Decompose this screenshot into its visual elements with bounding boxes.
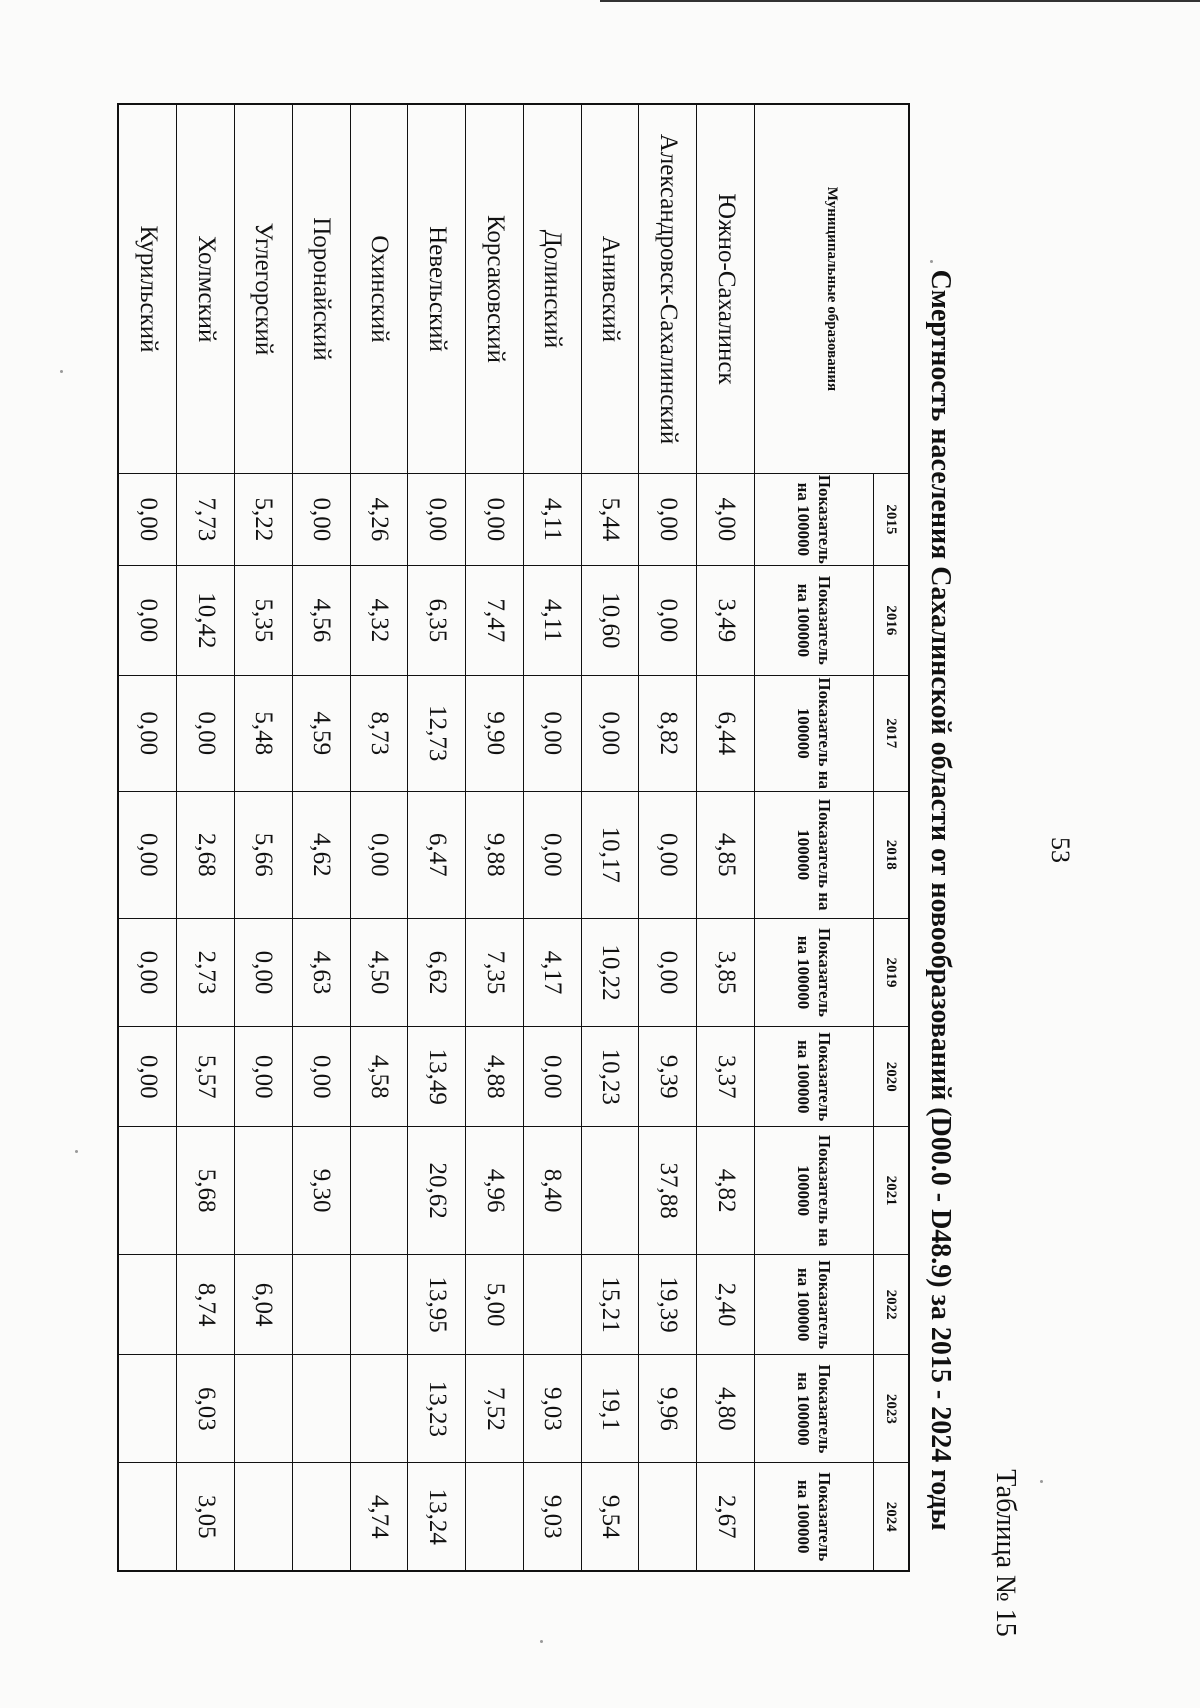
mortality-table-container	[117, 103, 910, 1572]
year-header-cell: 2016	[874, 565, 910, 675]
year-header-cell: 2024	[874, 1463, 910, 1571]
value-cell: 0,00	[639, 791, 697, 918]
value-cell: 9,88	[466, 791, 524, 918]
value-cell: 7,52	[466, 1355, 524, 1463]
table-row	[466, 104, 524, 1571]
value-cell: 4,82	[697, 1127, 755, 1254]
value-cell: 9,03	[523, 1355, 581, 1463]
value-cell	[292, 1355, 350, 1463]
value-cell: 13,49	[408, 1026, 466, 1126]
table-number: Таблица № 15	[990, 1469, 1021, 1637]
value-cell: 0,00	[639, 918, 697, 1026]
municipality-name-cell: Холмский	[177, 104, 235, 473]
value-cell: 9,03	[523, 1463, 581, 1571]
indicator-header-cell: Показатель на 100000	[755, 791, 874, 918]
value-cell: 0,00	[292, 473, 350, 565]
value-cell: 4,74	[350, 1463, 408, 1571]
value-cell: 15,21	[581, 1254, 639, 1354]
value-cell: 0,00	[639, 565, 697, 675]
value-cell	[235, 1127, 293, 1254]
value-cell: 0,00	[118, 675, 177, 791]
table-row	[697, 104, 755, 1571]
table-row	[523, 104, 581, 1571]
value-cell	[118, 1355, 177, 1463]
value-cell: 5,22	[235, 473, 293, 565]
value-cell: 0,00	[523, 675, 581, 791]
document-title: Смертность населения Сахалинской области от новообразований (D00.0 - D48.9) за 2015 - 2024 годы	[925, 269, 956, 1531]
table-row	[350, 104, 408, 1571]
municipality-name-cell: Поронайский	[292, 104, 350, 473]
value-cell	[523, 1254, 581, 1354]
scan-speck	[540, 1640, 543, 1643]
value-cell: 9,90	[466, 675, 524, 791]
value-cell: 4,96	[466, 1127, 524, 1254]
value-cell: 5,68	[177, 1127, 235, 1254]
value-cell: 10,42	[177, 565, 235, 675]
value-cell	[466, 1463, 524, 1571]
value-cell: 9,54	[581, 1463, 639, 1571]
value-cell: 0,00	[523, 791, 581, 918]
value-cell: 4,85	[697, 791, 755, 918]
value-cell: 5,66	[235, 791, 293, 918]
value-cell: 0,00	[292, 1026, 350, 1126]
value-cell: 0,00	[177, 675, 235, 791]
value-cell: 4,58	[350, 1026, 408, 1126]
table-row	[177, 104, 235, 1571]
value-cell: 3,37	[697, 1026, 755, 1126]
value-cell	[292, 1254, 350, 1354]
value-cell: 4,88	[466, 1026, 524, 1126]
value-cell: 5,44	[581, 473, 639, 565]
value-cell: 8,73	[350, 675, 408, 791]
value-cell: 0,00	[408, 473, 466, 565]
value-cell: 7,47	[466, 565, 524, 675]
indicator-header-cell: Показатель на 100000	[755, 1026, 874, 1126]
value-cell: 10,22	[581, 918, 639, 1026]
value-cell: 5,57	[177, 1026, 235, 1126]
value-cell: 0,00	[235, 1026, 293, 1126]
table-row	[235, 104, 293, 1571]
value-cell	[350, 1355, 408, 1463]
value-cell: 6,44	[697, 675, 755, 791]
value-cell: 7,35	[466, 918, 524, 1026]
municipality-name-cell: Долинский	[523, 104, 581, 473]
value-cell: 4,32	[350, 565, 408, 675]
table-row	[292, 104, 350, 1571]
value-cell: 6,35	[408, 565, 466, 675]
value-cell: 5,00	[466, 1254, 524, 1354]
value-cell: 4,63	[292, 918, 350, 1026]
value-cell: 3,49	[697, 565, 755, 675]
value-cell: 0,00	[118, 473, 177, 565]
municipality-name-cell: Южно-Сахалинск	[697, 104, 755, 473]
municipality-name-cell: Анивский	[581, 104, 639, 473]
value-cell: 10,17	[581, 791, 639, 918]
value-cell: 9,96	[639, 1355, 697, 1463]
indicator-header-cell: Показатель на 100000	[755, 1463, 874, 1571]
value-cell: 12,73	[408, 675, 466, 791]
value-cell: 3,05	[177, 1463, 235, 1571]
value-cell: 10,60	[581, 565, 639, 675]
scan-speck	[930, 260, 933, 263]
year-header-cell: 2017	[874, 675, 910, 791]
value-cell: 0,00	[118, 918, 177, 1026]
value-cell	[350, 1254, 408, 1354]
value-cell: 19,1	[581, 1355, 639, 1463]
value-cell: 5,35	[235, 565, 293, 675]
municipality-name-cell: Углегорский	[235, 104, 293, 473]
value-cell: 8,82	[639, 675, 697, 791]
value-cell	[235, 1355, 293, 1463]
value-cell: 13,95	[408, 1254, 466, 1354]
value-cell: 7,73	[177, 473, 235, 565]
scan-speck	[1040, 1480, 1043, 1483]
value-cell: 9,39	[639, 1026, 697, 1126]
value-cell: 4,17	[523, 918, 581, 1026]
value-cell: 0,00	[118, 1026, 177, 1126]
value-cell	[639, 1463, 697, 1571]
value-cell: 0,00	[350, 791, 408, 918]
value-cell: 3,85	[697, 918, 755, 1026]
value-cell: 4,11	[523, 473, 581, 565]
indicator-header-cell: Показатель на 100000	[755, 1254, 874, 1354]
value-cell: 0,00	[523, 1026, 581, 1126]
value-cell: 0,00	[639, 473, 697, 565]
year-header-cell: 2015	[874, 473, 910, 565]
value-cell: 13,23	[408, 1355, 466, 1463]
year-header-cell: 2022	[874, 1254, 910, 1354]
value-cell: 9,30	[292, 1127, 350, 1254]
value-cell: 0,00	[118, 791, 177, 918]
municipality-name-cell: Охинский	[350, 104, 408, 473]
value-cell: 6,04	[235, 1254, 293, 1354]
year-header-cell: 2018	[874, 791, 910, 918]
value-cell: 2,73	[177, 918, 235, 1026]
value-cell	[292, 1463, 350, 1571]
value-cell	[235, 1463, 293, 1571]
value-cell: 5,48	[235, 675, 293, 791]
value-cell: 0,00	[235, 918, 293, 1026]
table-row	[408, 104, 466, 1571]
value-cell: 20,62	[408, 1127, 466, 1254]
municipality-name-cell: Невельский	[408, 104, 466, 473]
value-cell: 4,80	[697, 1355, 755, 1463]
top-border-line	[600, 0, 1200, 2]
value-cell: 2,67	[697, 1463, 755, 1571]
year-header-cell: 2023	[874, 1355, 910, 1463]
value-cell: 6,47	[408, 791, 466, 918]
municipality-name-cell: Александровск-Сахалинский	[639, 104, 697, 473]
municipality-name-cell: Курильский	[118, 104, 177, 473]
value-cell: 4,50	[350, 918, 408, 1026]
value-cell: 4,11	[523, 565, 581, 675]
scan-speck	[75, 1150, 78, 1153]
scan-speck	[60, 370, 63, 373]
indicator-header-cell: Показатель на 100000	[755, 1127, 874, 1254]
indicator-header-cell: Показатель на 100000	[755, 675, 874, 791]
table-row	[118, 104, 177, 1571]
value-cell: 10,23	[581, 1026, 639, 1126]
value-cell: 2,68	[177, 791, 235, 918]
value-cell	[581, 1127, 639, 1254]
value-cell	[118, 1254, 177, 1354]
municipality-name-cell: Корсаковский	[466, 104, 524, 473]
table-row	[581, 104, 639, 1571]
value-cell: 37,88	[639, 1127, 697, 1254]
value-cell: 4,62	[292, 791, 350, 918]
year-header-cell: 2021	[874, 1127, 910, 1254]
value-cell	[118, 1127, 177, 1254]
value-cell: 0,00	[466, 473, 524, 565]
value-cell: 13,24	[408, 1463, 466, 1571]
value-cell: 4,00	[697, 473, 755, 565]
municipality-column-header: Муниципальные образования	[755, 104, 910, 473]
value-cell	[350, 1127, 408, 1254]
value-cell: 2,40	[697, 1254, 755, 1354]
year-header-cell: 2019	[874, 918, 910, 1026]
value-cell: 4,59	[292, 675, 350, 791]
value-cell: 4,56	[292, 565, 350, 675]
page-number: 53	[1046, 837, 1075, 863]
value-cell: 0,00	[118, 565, 177, 675]
value-cell: 8,40	[523, 1127, 581, 1254]
value-cell: 4,26	[350, 473, 408, 565]
indicator-header-cell: Показатель на 100000	[755, 1355, 874, 1463]
value-cell: 6,62	[408, 918, 466, 1026]
year-header-row	[874, 104, 910, 1571]
indicator-header-cell: Показатель на 100000	[755, 918, 874, 1026]
value-cell: 19,39	[639, 1254, 697, 1354]
value-cell: 8,74	[177, 1254, 235, 1354]
indicator-header-cell: Показатель на 100000	[755, 473, 874, 565]
year-header-cell: 2020	[874, 1026, 910, 1126]
indicator-header-cell: Показатель на 100000	[755, 565, 874, 675]
table-row	[639, 104, 697, 1571]
value-cell: 6,03	[177, 1355, 235, 1463]
value-cell: 0,00	[581, 675, 639, 791]
value-cell	[118, 1463, 177, 1571]
mortality-table	[117, 103, 910, 1572]
